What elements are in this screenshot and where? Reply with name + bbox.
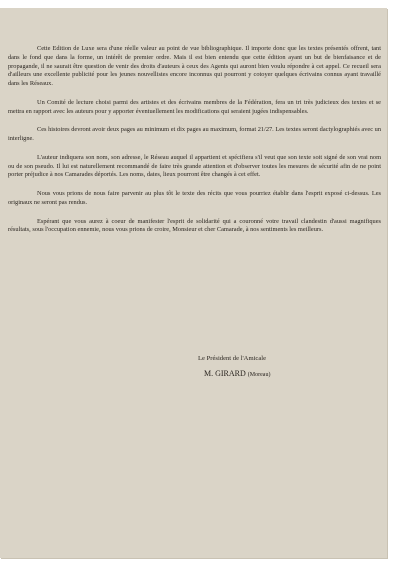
signature-title: Le Président de l'Amicale xyxy=(198,355,267,362)
paragraph-edition-de-luxe: Cette Edition de Luxe sera d'une réelle valeur au point de vue bibliographique. Il importe donc que les textes présentés offrent, tant dans le fond que dans la forme, un intérêt de premier ordre. Mais il est bien entendu que cette édition ayant un but de bienfaisance et de propagande, il ne saurait être question de venir des droits d'auteurs à ceux des Agents qui auront bien voulu répondre à cet appel. Ce recueil sera d'ailleurs une excellente publicité pour les jeunes nouvellistes encore inconnus qui pourront y cotoyer quelques écrivains connus ayant travaillé dans les Réseaux. xyxy=(8,45,381,87)
paragraph-auteur: L'auteur indiquera son nom, son adresse, le Réseau auquel il appartient et spécifiera s'il veut que son texte soit signé de son vrai nom ou de son pseudo. Il lui est naturellement recommandé de faire très grande attention et d'observer toutes les mesures de sécurité afin de ne point porter préjudice à nos Camarades déportés. Les noms, dates, lieux pourront être changés à cet effet. xyxy=(8,153,381,179)
paragraph-format: Ces histoires devront avoir deux pages au minimum et dix pages au maximum, format 21/27. Les textes seront dactylographiés avec un interligne. xyxy=(8,126,381,142)
letter-page xyxy=(0,8,387,558)
paragraph-closing: Espérant que vous aurez à coeur de manifester l'esprit de solidarité qui a couronné votre travail clandestin d'aussi magnifiques résultats, sous l'occupation ennemie, nous vous prions de croire, Monsieur et cher Camarade, à nos sentiments les meilleurs. xyxy=(8,217,381,234)
letter-body xyxy=(8,45,381,245)
signature-line xyxy=(198,366,270,383)
paragraph-envoi: Nous vous prions de nous faire parvenir au plus tôt le texte des récits que vous pourriez établir dans l'esprit exposé ci-dessus. Les originaux ne seront pas rendus. xyxy=(8,190,381,206)
signature-block xyxy=(198,351,270,383)
signature-alias: (Moreau) xyxy=(247,372,271,378)
signature-name: M. GIRARD xyxy=(204,369,246,378)
paragraph-comite-de-lecture: Un Comité de lecture choisi parmi des artistes et des écrivains membres de la Fédération, fera un tri très judicieux des textes et se mettra en rapport avec les auteurs pour y apporter éventuellement les modifications qui seraient jugées indispensables. xyxy=(8,98,381,115)
